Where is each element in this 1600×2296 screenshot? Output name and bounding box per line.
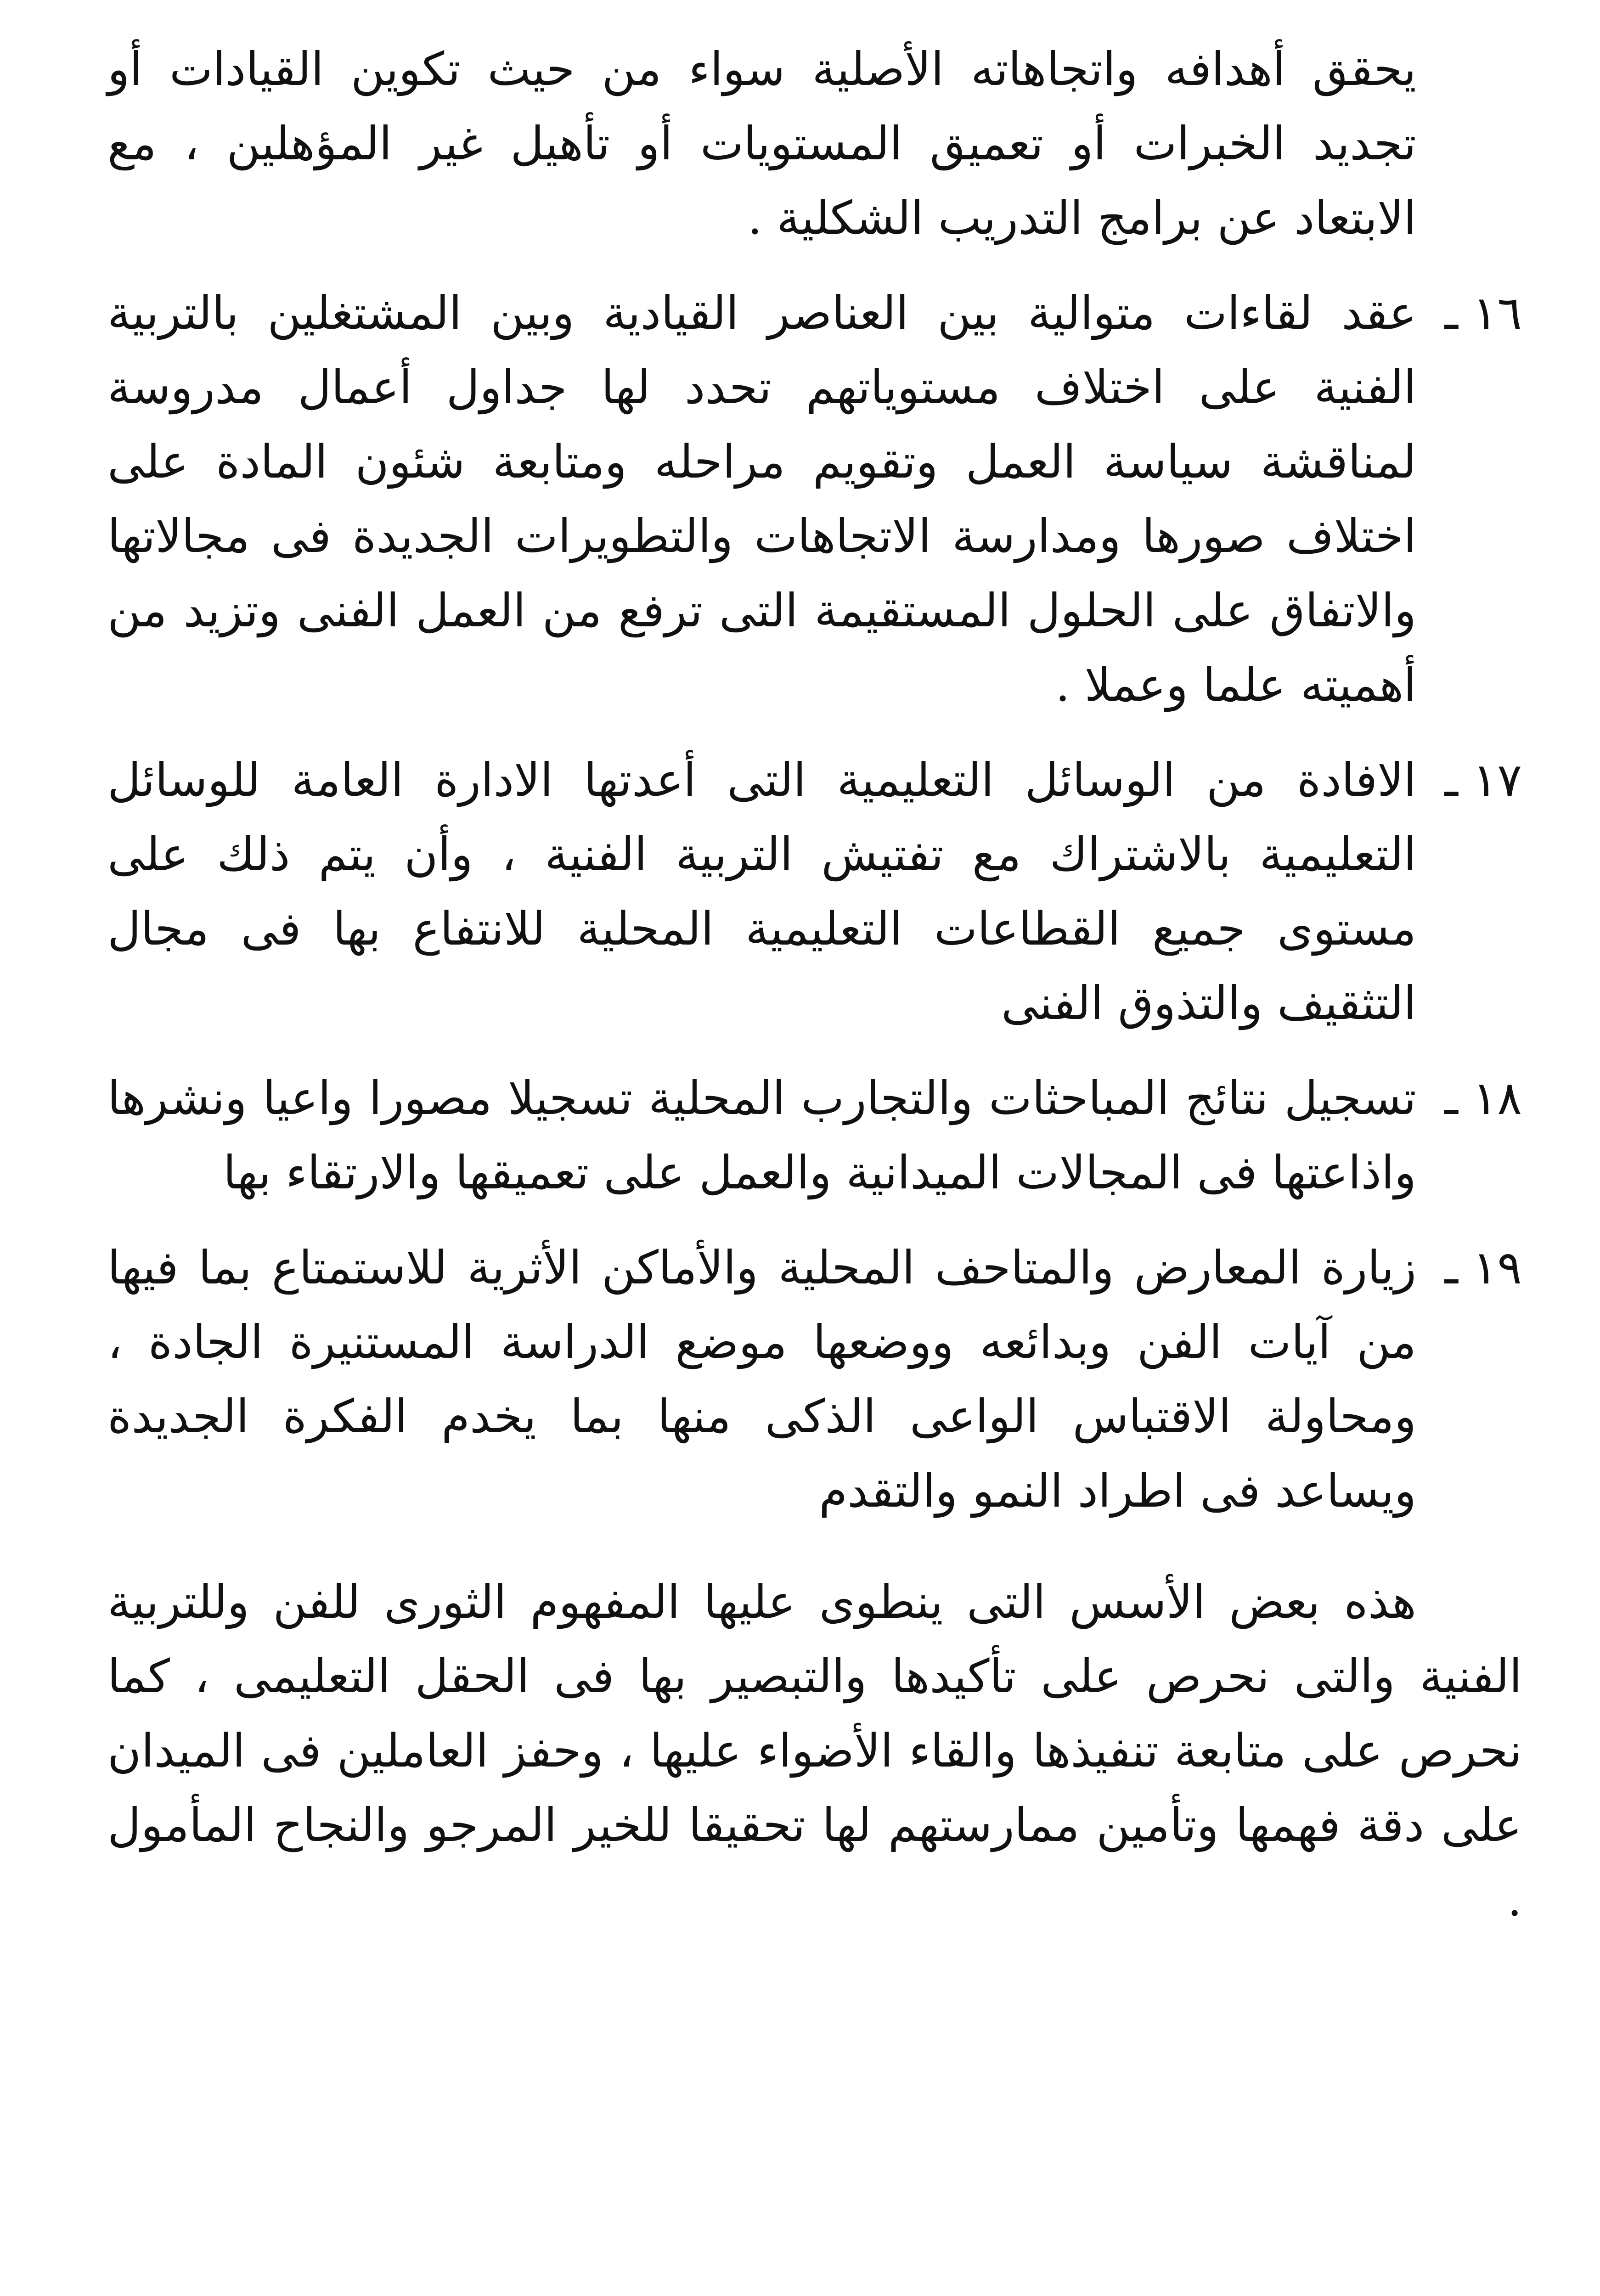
item-number: ١٩ ـ — [1444, 1241, 1522, 1294]
intro-paragraph: يحقق أهدافه واتجاهاته الأصلية سواء من حيث تكوين القيادات أو تجديد الخبرات أو تعميق المستويات أو تأهيل غير المؤهلين ، مع الابتعاد عن برامج التدريب الشكلية . — [107, 42, 1416, 245]
item-text: عقد لقاءات متوالية بين العناصر القيادية وبين المشتغلين بالتربية الفنية على اختلاف مستوياتهم تحدد لها جداول أعمال مدروسة لمناقشة سياسة العمل وتقويم مراحله ومتابعة شئون المادة على اختلاف صورها ومدارسة الاتجاهات والتطويرات الجديدة فى مجالاتها والاتفاق على الحلول المستقيمة التى ترفع من العمل الفنى وتزيد من أهميته علما وعملا . — [107, 286, 1416, 712]
list-item-16 — [107, 276, 1522, 722]
list-item-18 — [107, 1061, 1522, 1210]
item-number: ١٧ ـ — [1444, 753, 1522, 807]
item-number: ١٦ ـ — [1444, 286, 1522, 340]
item-text: الافادة من الوسائل التعليمية التى أعدتها الادارة العامة للوسائل التعليمية بالاشتراك مع تفتيش التربية الفنية ، وأن يتم ذلك على مستوى جميع القطاعات التعليمية المحلية للانتفاع بها فى مجال التثقيف والتذوق الفنى — [107, 753, 1416, 1030]
list-item-19 — [107, 1231, 1522, 1528]
item-number: ١٨ ـ — [1444, 1071, 1522, 1125]
item-text: زيارة المعارض والمتاحف المحلية والأماكن الأثرية للاستمتاع بما فيها من آيات الفن وبدائعه ووضعها موضع الدراسة المستنيرة الجادة ، ومحاولة الاقتباس الواعى الذكى منها بما يخدم الفكرة الجديدة ويساعد فى اطراد النمو والتقدم — [107, 1241, 1416, 1518]
list-item-17 — [107, 743, 1522, 1041]
item-text: تسجيل نتائج المباحثات والتجارب المحلية تسجيلا مصورا واعيا ونشرها واذاعتها فى المجالات الميدانية والعمل على تعميقها والارتقاء بها — [107, 1071, 1416, 1199]
text-column — [107, 32, 1522, 1937]
closing-paragraph: هذه بعض الأسس التى ينطوى عليها المفهوم الثورى للفن وللتربية الفنية والتى نحرص على تأكيدها والتبصير بها فى الحقل التعليمى ، كما نحرص على متابعة تنفيذها والقاء الأضواء عليها ، وحفز العاملين فى الميدان على دقة فهمها وتأمين ممارستهم لها تحقيقا للخير المرجو والنجاح المأمول . — [107, 1575, 1522, 1926]
